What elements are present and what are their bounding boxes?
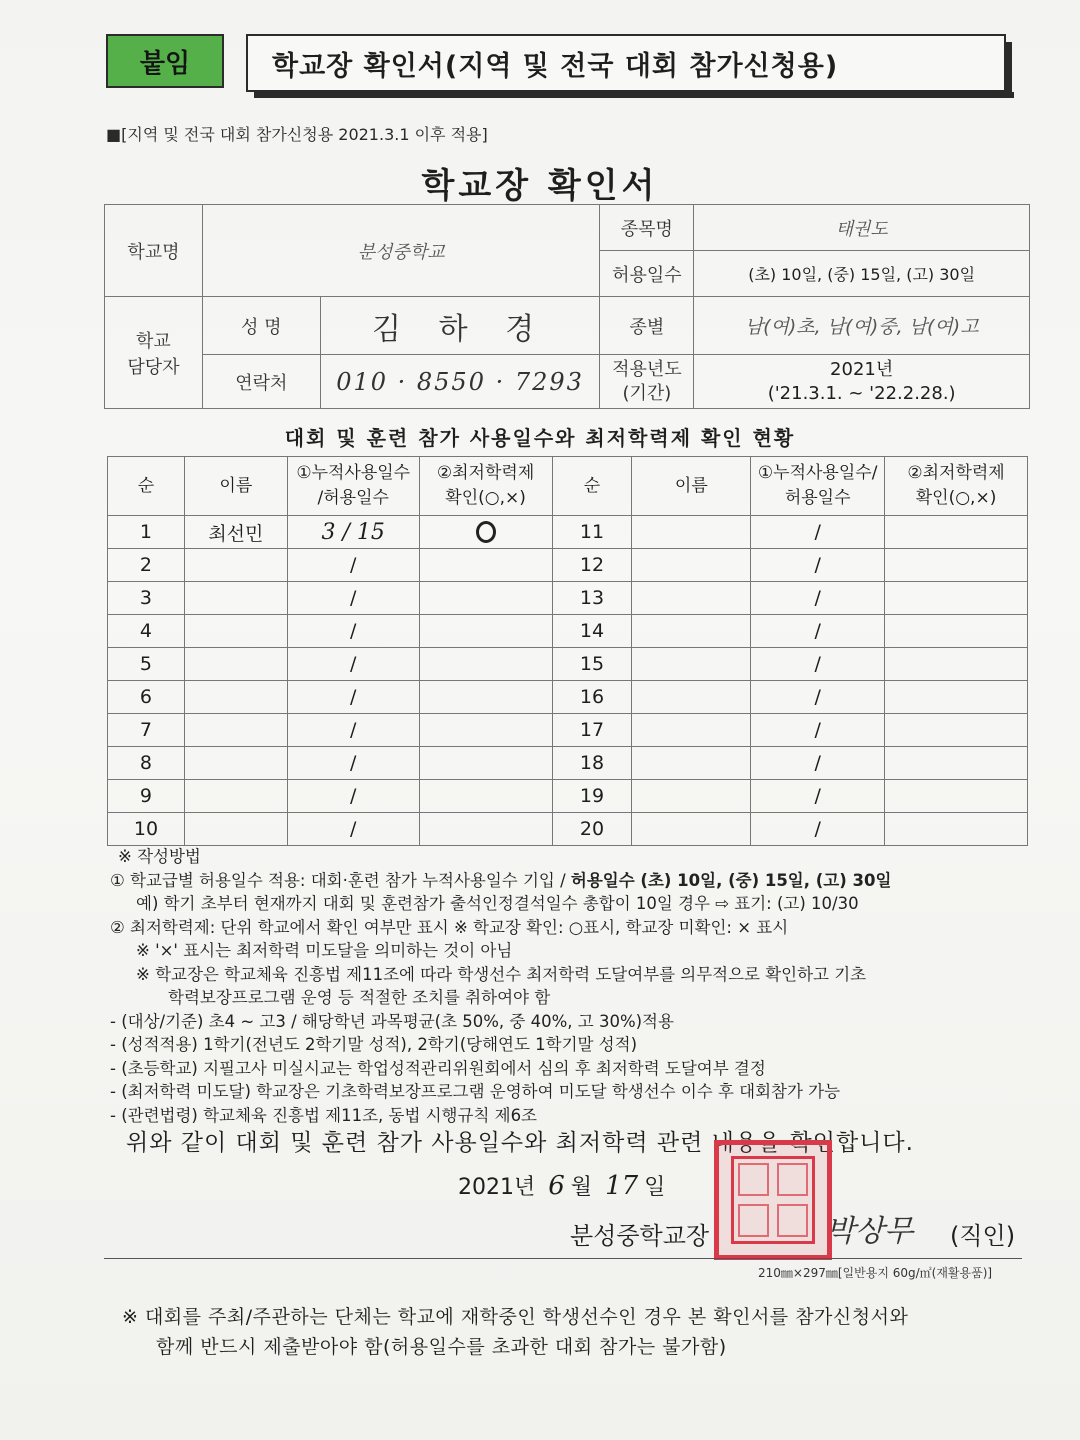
col-days-right xyxy=(751,457,885,516)
row-check xyxy=(885,681,1028,714)
phone-label: 연락처 xyxy=(202,355,320,409)
row-days: / xyxy=(751,780,885,813)
period-range: ('21.3.1. ~ '22.2.28.) xyxy=(767,382,956,404)
contact-label-line-1: 학교 xyxy=(136,330,171,352)
row-no: 9 xyxy=(108,780,185,813)
contact-label-line-2: 담당자 xyxy=(127,356,180,378)
divider-line xyxy=(104,1258,1022,1259)
row-name xyxy=(632,549,751,582)
row-name xyxy=(184,648,287,681)
instruction-1 xyxy=(110,869,1040,893)
footer-line-1: ※ 대회를 주최/주관하는 단체는 학교에 재학중인 학생선수인 경우 본 확인서를 참가신청서와 xyxy=(122,1306,909,1328)
table-row xyxy=(108,516,1028,549)
table-row xyxy=(108,681,1028,714)
row-no: 14 xyxy=(552,615,632,648)
row-name xyxy=(632,714,751,747)
row-no: 11 xyxy=(552,516,632,549)
roster-header-row xyxy=(108,457,1028,516)
col-days-right-line-2: 허용일수 xyxy=(784,488,851,508)
row-days: / xyxy=(751,681,885,714)
row-check xyxy=(885,582,1028,615)
row-name xyxy=(632,780,751,813)
category-label: 종별 xyxy=(600,297,694,355)
row-no: 17 xyxy=(552,714,632,747)
row-no: 10 xyxy=(108,813,185,846)
row-name: 최선민 xyxy=(184,516,287,549)
row-check xyxy=(885,516,1028,549)
row-days: / xyxy=(751,648,885,681)
row-check xyxy=(419,681,552,714)
row-no: 16 xyxy=(552,681,632,714)
instructions-heading: ※ 작성방법 xyxy=(118,847,201,866)
row-check xyxy=(885,549,1028,582)
row-no: 6 xyxy=(108,681,185,714)
date-year: 2021년 xyxy=(458,1175,536,1200)
event-label: 종목명 xyxy=(600,205,694,251)
date-day-unit: 일 xyxy=(644,1175,666,1200)
instruction-note-3: ※ '×' 표시는 최저학력 미도달을 의미하는 것이 아님 xyxy=(136,941,513,960)
school-value: 분성중학교 xyxy=(202,205,600,297)
row-days: / xyxy=(287,615,419,648)
row-no: 8 xyxy=(108,747,185,780)
name-value: 김 하 경 xyxy=(320,297,600,355)
seal-pattern xyxy=(731,1156,815,1244)
row-check xyxy=(885,615,1028,648)
row-name xyxy=(184,747,287,780)
row-check xyxy=(419,516,552,549)
event-value: 태권도 xyxy=(694,205,1030,251)
header xyxy=(106,30,1006,98)
header-title: 학교장 확인서(지역 및 전국 대회 참가신청용) xyxy=(246,34,1006,92)
handwritten-signature: 박상무 xyxy=(826,1214,913,1249)
col-no-left: 순 xyxy=(108,457,185,516)
row-no: 15 xyxy=(552,648,632,681)
row-no: 1 xyxy=(108,516,185,549)
row-days: / xyxy=(287,747,419,780)
row-no: 19 xyxy=(552,780,632,813)
category-value: 남(여)초, 남(여)중, 남(여)고 xyxy=(694,297,1030,355)
col-days-left-line-2: /허용일수 xyxy=(317,488,389,508)
row-check xyxy=(885,747,1028,780)
row-days: / xyxy=(751,615,885,648)
row-no: 5 xyxy=(108,648,185,681)
col-name-left: 이름 xyxy=(184,457,287,516)
col-name-right: 이름 xyxy=(632,457,751,516)
confirmation-statement: 위와 같이 대회 및 훈련 참가 사용일수와 최저학력 관련 내용을 확인합니다. xyxy=(126,1130,914,1156)
row-check xyxy=(419,714,552,747)
paper-spec: 210㎜×297㎜[일반용지 60g/㎡(재활용품)] xyxy=(758,1266,993,1280)
row-days: / xyxy=(287,681,419,714)
instruction-2: ② 최저학력제: 단위 학교에서 확인 여부만 표시 ※ 학교장 확인: ○표시, 학교장 미확인: × 표시 xyxy=(110,917,789,937)
row-name xyxy=(632,813,751,846)
table-row xyxy=(108,549,1028,582)
row-days: / xyxy=(287,582,419,615)
row-name xyxy=(632,516,751,549)
seal-mark-label: (직인) xyxy=(950,1222,1016,1250)
row-no: 3 xyxy=(108,582,185,615)
row-no: 18 xyxy=(552,747,632,780)
row-days: / xyxy=(751,747,885,780)
row-days: / xyxy=(751,516,885,549)
table-row xyxy=(108,582,1028,615)
roster-table xyxy=(107,456,1028,846)
table-row xyxy=(108,648,1028,681)
row-days: / xyxy=(287,780,419,813)
row-check xyxy=(885,648,1028,681)
row-name xyxy=(184,549,287,582)
signing-date xyxy=(458,1170,665,1201)
row-name xyxy=(184,714,287,747)
row-name xyxy=(184,615,287,648)
col-days-right-line-1: ①누적사용일수/ xyxy=(757,463,878,483)
row-check xyxy=(419,780,552,813)
row-check xyxy=(885,780,1028,813)
row-days: 3 / 15 xyxy=(287,516,419,549)
allowed-days-label: 허용일수 xyxy=(600,251,694,297)
period-year: 2021년 xyxy=(830,358,894,380)
detail-1: - (대상/기준) 초4 ~ 고3 / 해당학년 과목평균(초 50%, 중 40%, 고 30%)적용 xyxy=(110,1011,674,1031)
school-label: 학교명 xyxy=(105,205,203,297)
row-check xyxy=(885,813,1028,846)
row-name xyxy=(632,747,751,780)
col-min-left xyxy=(419,457,552,516)
row-check xyxy=(885,714,1028,747)
col-min-left-line-1: ②최저학력제 xyxy=(436,463,535,483)
period-label-line-1: 적용년도 xyxy=(612,358,682,380)
row-name xyxy=(184,780,287,813)
instruction-1-bold: 허용일수 (초) 10일, (중) 15일, (고) 30일 xyxy=(570,870,892,890)
col-no-right: 순 xyxy=(552,457,632,516)
row-no: 20 xyxy=(552,813,632,846)
row-no: 13 xyxy=(552,582,632,615)
footer-note xyxy=(122,1302,1022,1362)
row-no: 12 xyxy=(552,549,632,582)
table-row xyxy=(108,714,1028,747)
date-day: 17 xyxy=(605,1171,639,1201)
row-days: / xyxy=(751,582,885,615)
col-min-right-line-1: ②최저학력제 xyxy=(907,463,1005,483)
table-row xyxy=(108,780,1028,813)
check-mark-icon xyxy=(476,521,496,543)
row-name xyxy=(632,681,751,714)
name-label: 성 명 xyxy=(202,297,320,355)
instructions xyxy=(110,845,1040,1127)
table-row xyxy=(108,747,1028,780)
principal-title: 분성중학교장 xyxy=(570,1222,710,1250)
row-days: / xyxy=(287,714,419,747)
row-days: / xyxy=(287,549,419,582)
period-label-line-2: (기간) xyxy=(622,382,672,404)
row-days: / xyxy=(751,549,885,582)
row-days: / xyxy=(287,648,419,681)
allowed-days-value: (초) 10일, (중) 15일, (고) 30일 xyxy=(694,251,1030,297)
row-name xyxy=(632,648,751,681)
row-name xyxy=(632,582,751,615)
row-check xyxy=(419,615,552,648)
col-min-left-line-2: 확인(○,×) xyxy=(445,488,526,508)
roster-body xyxy=(108,516,1028,846)
detail-3: - (초등학교) 지필고사 미실시교는 학업성적관리위원회에서 심의 후 최저학력 도달여부 결정 xyxy=(110,1058,766,1078)
footer-line-2: 함께 반드시 제출받아야 함(허용일수를 초과한 대회 참가는 불가함) xyxy=(156,1336,727,1358)
date-month: 6 xyxy=(548,1171,565,1201)
instruction-1-text: ① 학교급별 허용일수 적용: 대회·훈련 참가 누적사용일수 기입 / xyxy=(110,870,571,890)
instruction-note-4a: ※ 학교장은 학교체육 진흥법 제11조에 따라 학생선수 최저학력 도달여부를 의무적으로 확인하고 기초 xyxy=(136,964,867,984)
table-row xyxy=(108,615,1028,648)
row-no: 2 xyxy=(108,549,185,582)
col-min-right-line-2: 확인(○,×) xyxy=(915,488,997,508)
row-check xyxy=(419,648,552,681)
detail-4: - (최저학력 미도달) 학교장은 기초학력보장프로그램 운영하여 미도달 학생선수 이수 후 대회참가 가능 xyxy=(110,1082,841,1101)
col-days-left xyxy=(287,457,419,516)
official-seal xyxy=(714,1140,832,1260)
instruction-1-example: 예) 학기 초부터 현재까지 대회 및 훈련참가 출석인정결석일수 총합이 10일 경우 ⇨ 표기: (고) 10/30 xyxy=(136,894,859,913)
phone-value: 010 · 8550 · 7293 xyxy=(320,355,600,409)
col-days-left-line-1: ①누적사용일수 xyxy=(296,463,411,483)
row-days: / xyxy=(751,714,885,747)
row-name xyxy=(184,813,287,846)
row-name xyxy=(184,681,287,714)
row-no: 7 xyxy=(108,714,185,747)
section-title: 대회 및 훈련 참가 사용일수와 최저학력제 확인 현황 xyxy=(284,426,796,450)
detail-2: - (성적적용) 1학기(전년도 2학기말 성적), 2학기(당해연도 1학기말 성적) xyxy=(110,1035,638,1054)
row-name xyxy=(184,582,287,615)
applicability-note: ■[지역 및 전국 대회 참가신청용 2021.3.1 이후 적용] xyxy=(106,125,488,144)
period-value xyxy=(694,355,1030,409)
document-title: 학교장 확인서 xyxy=(421,166,659,206)
instruction-note-4b: 학력보장프로그램 운영 등 적절한 조치를 취하여야 함 xyxy=(168,988,551,1007)
detail-5: - (관련법령) 학교체육 진흥법 제11조, 동법 시행규칙 제6조 xyxy=(110,1105,537,1125)
row-check xyxy=(419,582,552,615)
row-name xyxy=(632,615,751,648)
date-month-unit: 월 xyxy=(570,1175,593,1200)
table-row xyxy=(108,813,1028,846)
info-table xyxy=(104,204,1030,409)
row-days: / xyxy=(751,813,885,846)
period-label xyxy=(600,355,694,409)
attachment-badge: 붙임 xyxy=(106,34,224,88)
row-no: 4 xyxy=(108,615,185,648)
row-check xyxy=(419,813,552,846)
col-min-right xyxy=(885,457,1028,516)
row-days: / xyxy=(287,813,419,846)
row-check xyxy=(419,747,552,780)
contact-person-label xyxy=(105,297,203,409)
row-check xyxy=(419,549,552,582)
